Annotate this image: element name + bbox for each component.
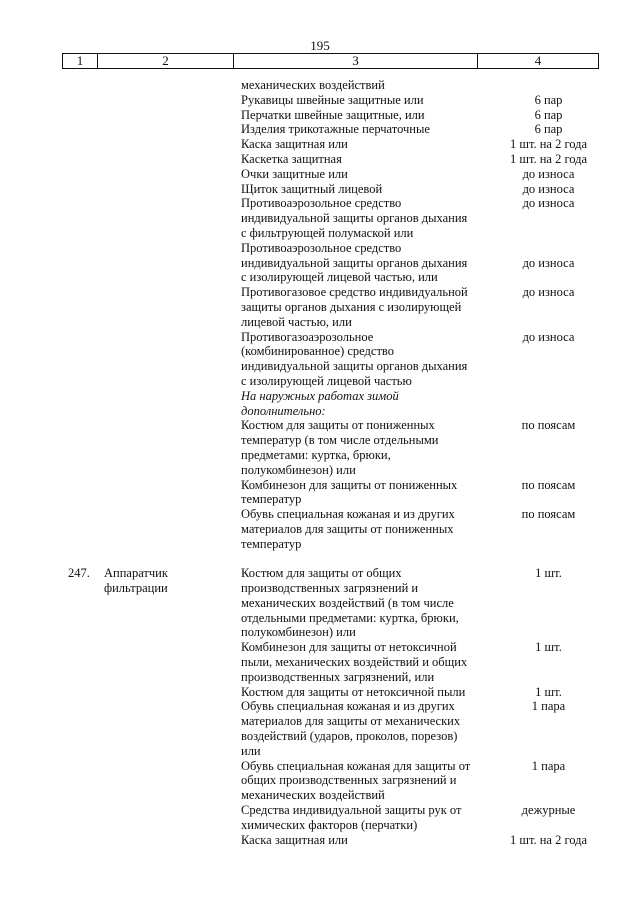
row-number [0,833,104,848]
job-title [104,315,241,330]
job-title [104,833,241,848]
issue-norm [486,241,611,256]
job-title [104,285,241,300]
ppe-item: производственных загрязнений и [241,581,419,596]
table-row [0,448,640,463]
issue-norm: по поясам [521,477,576,492]
job-title [104,714,241,729]
header-col-4: 4 [534,53,542,68]
table-row [0,256,640,271]
job-title [104,137,241,152]
issue-norm: 1 шт. на 2 года [509,151,588,166]
issue-norm: по поясам [521,507,576,522]
table-row [0,359,640,374]
table-row [0,537,640,552]
issue-norm: 1 пара [531,758,566,773]
row-number [0,699,104,714]
row-number [0,803,104,818]
table-row [0,625,640,640]
job-title [104,744,241,759]
row-number [0,167,104,182]
table-row [0,285,640,300]
job-title [104,374,241,389]
issue-norm: до износа [522,166,575,181]
ppe-item: Обувь специальная кожаная и из других [241,507,455,522]
job-title [104,226,241,241]
row-number [0,241,104,256]
table-row [0,241,640,256]
table-row [0,729,640,744]
issue-norm [486,211,611,226]
table-row [0,152,640,167]
ppe-item: Противогазоаэрозольное [241,329,374,344]
ppe-item: На наружных работах зимой [241,388,399,403]
table-row [0,374,640,389]
table-row [0,507,640,522]
row-number: 247. [68,566,90,581]
ppe-item: с фильтрующей полумаской или [241,225,414,240]
table-row [0,463,640,478]
ppe-item: химических факторов (перчатки) [241,817,418,832]
ppe-item: лицевой частью, или [241,314,352,329]
job-title [104,596,241,611]
ppe-item: механических воздействий [241,78,385,92]
job-title [104,507,241,522]
job-title [104,122,241,137]
ppe-item: Щиток защитный лицевой [241,181,383,196]
job-title [104,270,241,285]
table-row [0,685,640,700]
ppe-item: Костюм для защиты от нетоксичной пыли [241,684,466,699]
issue-norm [486,463,611,478]
ppe-item: механических воздействий [241,788,385,803]
job-title [104,788,241,803]
row-number [0,773,104,788]
ppe-item: Противоаэрозольное средство [241,240,402,255]
ppe-item: механических воздействий (в том числе [241,595,454,610]
table-row [0,640,640,655]
row-number [0,78,104,93]
job-title [104,759,241,774]
ppe-item: общих производственных загрязнений и [241,773,457,788]
row-number [0,818,104,833]
ppe-item: Комбинезон для защиты от нетоксичной [241,640,457,655]
issue-norm [486,581,611,596]
row-number [0,122,104,137]
row-number [0,211,104,226]
row-number [0,788,104,803]
ppe-item: Комбинезон для защиты от пониженных [241,477,458,492]
row-number [0,152,104,167]
row-number [0,492,104,507]
table-body [0,78,640,847]
row-number [0,581,104,596]
ppe-item: индивидуальной защиты органов дыхания [241,255,468,270]
issue-norm [486,655,611,670]
issue-norm: до износа [522,255,575,270]
row-number [0,300,104,315]
ppe-item: температур (в том числе отдельными [241,433,439,448]
issue-norm [486,404,611,419]
row-number [0,596,104,611]
table-row [0,714,640,729]
issue-norm [486,344,611,359]
job-title [104,729,241,744]
row-number [0,537,104,552]
ppe-item: с изолирующей лицевой частью [241,373,412,388]
ppe-item: пыли, механических воздействий и общих [241,655,468,670]
row-number [0,93,104,108]
row-number [0,374,104,389]
issue-norm: 1 шт. [535,566,562,581]
table-row [0,655,640,670]
job-title [104,418,241,433]
job-title [104,803,241,818]
row-number [0,226,104,241]
issue-norm [486,625,611,640]
row-number [0,655,104,670]
table-row [0,788,640,803]
table-row [0,122,640,137]
row-number [0,670,104,685]
table-row [0,611,640,626]
table-row [0,300,640,315]
job-title [104,344,241,359]
issue-norm: 6 пар [534,107,563,122]
issue-norm [486,729,611,744]
job-title [104,404,241,419]
job-title [104,640,241,655]
job-title [104,182,241,197]
table-row [0,759,640,774]
job-title [104,463,241,478]
row-number [0,640,104,655]
job-title [104,611,241,626]
issue-norm: 1 шт. [535,684,562,699]
header-col-3: 3 [234,54,478,68]
row-number [0,344,104,359]
table-row [0,404,640,419]
row-number [0,330,104,345]
ppe-item: Каска защитная или [241,832,348,847]
row-number [0,448,104,463]
ppe-item: Обувь специальная кожаная и из других [241,699,455,714]
issue-norm [486,389,611,404]
row-number [0,315,104,330]
ppe-item: Костюм для защиты от общих [241,566,402,581]
issue-norm [486,448,611,463]
issue-norm [486,670,611,685]
issue-norm [486,522,611,537]
page-number: 195 [310,38,330,53]
table-row [0,108,640,123]
ppe-item: с изолирующей лицевой частью, или [241,270,438,285]
job-title [104,330,241,345]
ppe-item: производственных загрязнений, или [241,669,435,684]
ppe-item: Костюм для защиты от пониженных [241,418,435,433]
job-title [104,300,241,315]
job-title [104,492,241,507]
row-number [0,270,104,285]
ppe-item: полукомбинезон) или [241,462,356,477]
issue-norm: дежурные [521,803,576,818]
issue-norm [486,744,611,759]
ppe-item: Перчатки швейные защитные, или [241,107,425,122]
ppe-item: Противогазовое средство индивидуальной [241,285,468,300]
job-title: фильтрации [104,581,168,596]
issue-norm [486,374,611,389]
job-title [104,167,241,182]
issue-norm [486,226,611,241]
row-number [0,522,104,537]
table-row [0,833,640,848]
job-title [104,359,241,374]
ppe-item: Каска защитная или [241,137,348,152]
issue-norm: 1 шт. на 2 года [509,832,588,847]
ppe-item: Изделия трикотажные перчаточные [241,122,430,137]
ppe-item: Очки защитные или [241,166,348,181]
row-number [0,685,104,700]
ppe-item: материалов для защиты от механических [241,714,461,729]
ppe-item: Рукавицы швейные защитные или [241,92,424,107]
issue-norm: 1 пара [531,699,566,714]
row-number [0,744,104,759]
row-number [0,285,104,300]
job-title: Аппаратчик [104,566,168,581]
table-row [0,492,640,507]
issue-norm [486,315,611,330]
ppe-item: воздействий (ударов, проколов, порезов) [241,729,458,744]
issue-norm [486,773,611,788]
ppe-item: отдельными предметами: куртка, брюки, [241,610,459,625]
ppe-item: индивидуальной защиты органов дыхания [241,359,468,374]
job-title [104,448,241,463]
issue-norm [486,492,611,507]
ppe-item: Каскетка защитная [241,151,342,166]
issue-norm [486,611,611,626]
issue-norm [486,270,611,285]
table-row [0,478,640,493]
row-number [0,478,104,493]
issue-norm: 1 шт. на 2 года [509,137,588,152]
job-title [104,478,241,493]
job-title [104,433,241,448]
ppe-item: Обувь специальная кожаная для защиты от [241,758,471,773]
ppe-item: Противоаэрозольное средство [241,196,402,211]
issue-norm: 6 пар [534,92,563,107]
job-title [104,78,241,93]
issue-norm: 6 пар [534,122,563,137]
row-number [0,729,104,744]
row-number [0,108,104,123]
job-title [104,522,241,537]
ppe-item: (комбинированное) средство [241,344,394,359]
job-title [104,773,241,788]
table-row [0,78,640,93]
issue-norm [486,300,611,315]
table-row [0,389,640,404]
table-row [0,418,640,433]
job-title [104,256,241,271]
issue-norm [486,78,611,93]
table-row [0,270,640,285]
job-title [104,625,241,640]
ppe-item: температур [241,492,302,507]
table-row [0,226,640,241]
ppe-item: защиты органов дыхания с изолирующей [241,299,462,314]
issue-norm [486,714,611,729]
job-title [104,389,241,404]
row-spacer [0,552,640,567]
row-number [0,759,104,774]
table-row [0,522,640,537]
table-row [0,330,640,345]
table-header [62,53,599,69]
row-number [0,418,104,433]
job-title [104,241,241,256]
ppe-item: Средства индивидуальной защиты рук от [241,803,462,818]
job-title [104,152,241,167]
ppe-item: полукомбинезон) или [241,625,356,640]
ppe-item: индивидуальной защиты органов дыхания [241,211,468,226]
table-row [0,596,640,611]
job-title [104,655,241,670]
job-title [104,211,241,226]
ppe-item: температур [241,536,302,551]
row-number [0,404,104,419]
table-row [0,818,640,833]
header-col-2: 2 [98,54,234,68]
table-row [0,566,640,581]
row-number [0,256,104,271]
table-row [0,315,640,330]
ppe-item: предметами: куртка, брюки, [241,447,391,462]
job-title [104,818,241,833]
job-title [104,196,241,211]
table-row [0,137,640,152]
issue-norm: до износа [522,181,575,196]
table-row [0,196,640,211]
table-row [0,182,640,197]
issue-norm [486,537,611,552]
table-row [0,744,640,759]
row-number [0,433,104,448]
table-row [0,670,640,685]
row-number [0,625,104,640]
issue-norm [486,818,611,833]
ppe-item: дополнительно: [241,403,326,418]
table-row [0,93,640,108]
table-row [0,211,640,226]
row-number [0,389,104,404]
row-number [0,359,104,374]
row-number [0,611,104,626]
issue-norm [486,433,611,448]
row-number [0,463,104,478]
table-row [0,581,640,596]
job-title [104,93,241,108]
ppe-item: или [241,743,261,758]
row-number [0,137,104,152]
job-title [104,685,241,700]
row-number [0,507,104,522]
row-number [0,196,104,211]
issue-norm [486,788,611,803]
table-row [0,699,640,714]
issue-norm: до износа [522,196,575,211]
issue-norm [486,359,611,374]
job-title [104,699,241,714]
issue-norm [486,596,611,611]
job-title [104,670,241,685]
table-row [0,167,640,182]
issue-norm: до износа [522,329,575,344]
header-col-1: 1 [63,54,98,68]
table-row [0,344,640,359]
row-number [0,714,104,729]
job-title [104,537,241,552]
ppe-item: материалов для защиты от пониженных [241,521,454,536]
issue-norm: 1 шт. [535,640,562,655]
table-row [0,433,640,448]
issue-norm: по поясам [521,418,576,433]
table-row [0,803,640,818]
issue-norm: до износа [522,285,575,300]
table-row [0,773,640,788]
row-number [0,182,104,197]
job-title [104,108,241,123]
